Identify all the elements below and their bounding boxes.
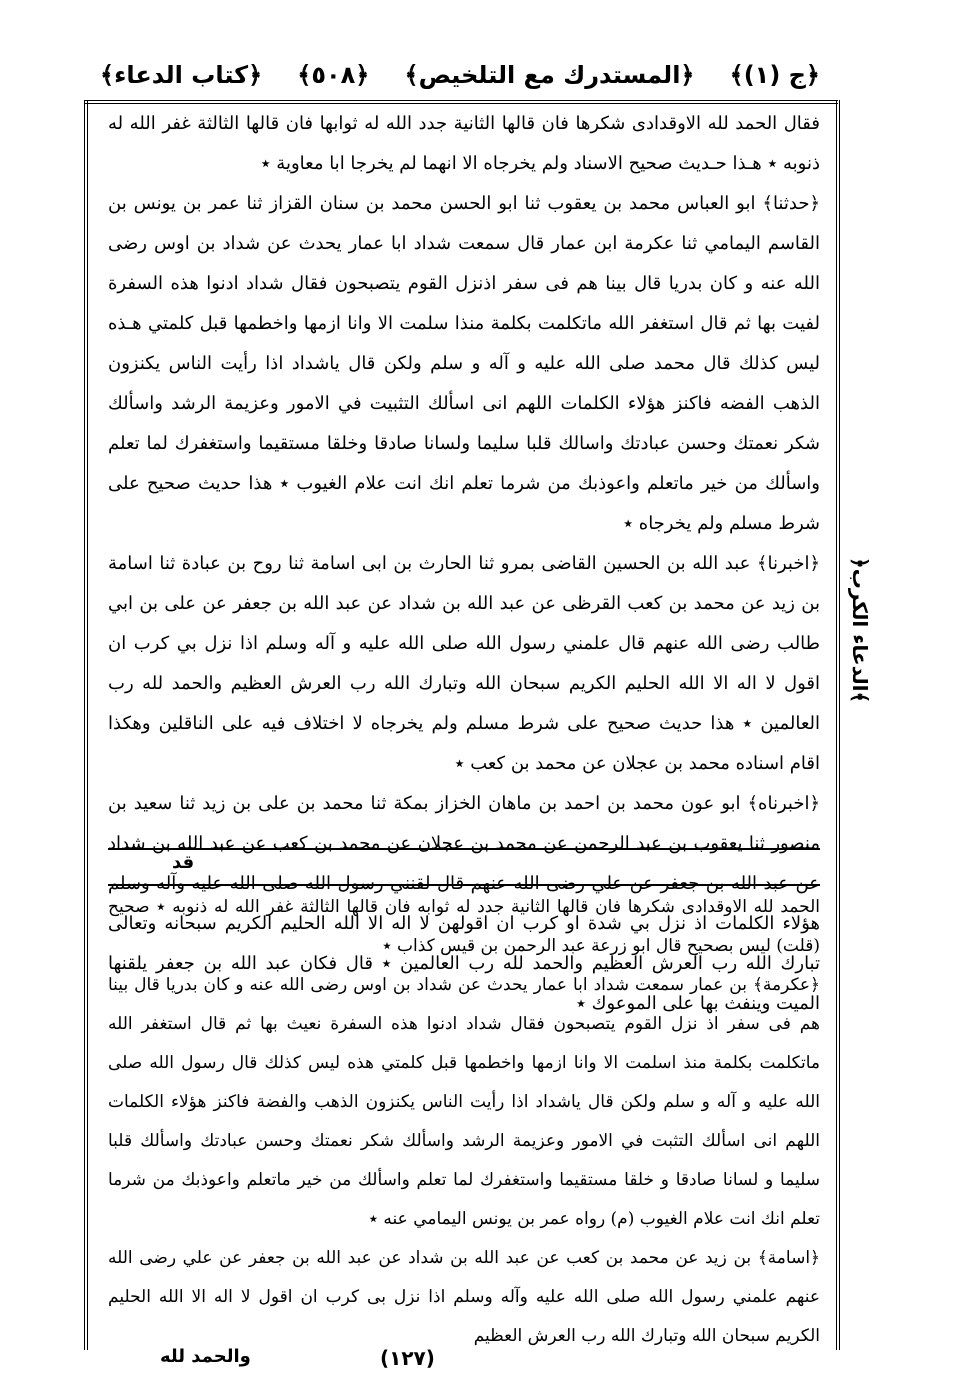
right-border-rule bbox=[836, 100, 840, 1350]
paragraph: فقال الحمد لله الاوقدادى شكرها فان قالها الثانية جدد الله له ثوابها فان قالها الثالثة غفر الله له ذنوبه ٭ هـذا حـديث صحيح الاسناد ولم يخرجاه الا انهما لم يخرجا ابا معاوية ٭ bbox=[108, 113, 820, 174]
page-number-header: ﴿٥٠٨﴾ bbox=[297, 61, 370, 89]
paragraph: ﴿اخبرنا﴾ عبد الله بن الحسين القاضى بمرو ثنا الحارث بن ابى اسامة ثنا روح بن عبادة ثنا اسامة بن زيد عن محمد بن كعب القرظى عن عبد الله بن شداد عن عبد الله بن جعفر عن على بن ابي طالب رضى الله عنهم قال علمني رسول الله صلى الله عليه و آله وسلم اذا نزل بي كرب ان اقول لا اله الا الله الحليم الكريم سبحان الله وتبارك الله رب العرش العظيم والحمد لله رب العالمين ٭ هذا حديث صحيح على شرط مسلم ولم يخرجاه لا اختلاف فيه على الناقلين وهكذا اقام اسناده محمد بن عجلان عن محمد بن كعب ٭ bbox=[108, 553, 820, 774]
paragraph: ﴿اخبرناه﴾ ابو عون محمد بن احمد بن ماهان الخزاز بمكة ثنا محمد بن على بن زيد ثنا سعيد بن منصور ثنا يعقوب بن عبد الرحمن عن محمد بن عجلان عن محمد بن كعب عن عبد الله بن شداد عن عبد الله بن جعفر عن علي رضى الله عنهم قال لقنني رسول الله صلى الله عليه وآله وسلم هؤلاء الكلمات اذ نزل بي شدة او كرب ان اقولهن لا اله الا الله الحليم الكريم سبحانه وتعالى تبارك الله رب العرش العظيم والحمد لله رب العالمين ٭ قال فكان عبد الله بن جعفر يلقنها الميت وينفث بها على الموعوك ٭ bbox=[108, 793, 820, 1014]
page-header bbox=[100, 52, 820, 98]
catchword-qad: قد bbox=[172, 852, 195, 873]
footer-catchword: والحمد لله bbox=[160, 1346, 251, 1367]
left-border-rule bbox=[84, 100, 88, 1350]
paragraph: الحمد لله الاوقدادى شكرها فان قالها الثانية جدد له ثوابه فان قالها الثالثة غفر الله له ذنوبه ٭ صحيح (قلت) ليس بصحيح قال ابو زرعة عبد الرحمن بن قيس كذاب ٭ bbox=[108, 897, 820, 956]
volume-label: ﴿ج (١)﴾ bbox=[729, 61, 820, 89]
chapter-title: ﴿كتاب الدعاء﴾ bbox=[100, 61, 263, 89]
paragraph: ﴿اسامة﴾ بن زيد عن محمد بن كعب عن عبد الله بن شداد عن عبد الله بن جعفر عن علي رضى الله عنهم علمني رسول الله صلى الله عليه وآله وسلم اذا نزل بى كرب ان اقول لا اله الا الله الحليم الكريم سبحان الله وتبارك الله رب العرش العظيم bbox=[108, 1248, 820, 1346]
paragraph: ﴿حدثنا﴾ ابو العباس محمد بن يعقوب ثنا ابو الحسن محمد بن سنان القزاز ثنا عمر بن يونس بن القاسم اليمامي ثنا عكرمة ابن عمار قال سمعت شداد ابا عمار يحدث عن شداد بن اوس رضى الله عنه و كان بدريا قال بينا هم فى سفر اذنزل القوم يتصبحون فقال شداد ادنوا هذه السفرة لفيت بها ثم قال استغفر الله ماتكلمت بكلمة منذا سلمت الا وانا ازمها واخطمها قبل كلمتي هـذه ليس كذلك قال محمد صلى الله عليه و آله و سلم ولكن قال ياشداد اذا رأيت الناس يكنزون الذهب الفضه فاكنز هؤلاء الكلمات اللهم انى اسألك التثبيت في الامور وعزيمة الرشد واسألك شكر نعمتك وحسن عبادتك واسالك قلبا سليما ولسانا صادقا وخلقا مستقيما واستغفرك لما تعلم واسألك من خير ماتعلم واعوذبك من شرما تعلم انك انت علام الغيوب ٭ هذا حديث صحيح على شرط مسلم ولم يخرجاه ٭ bbox=[108, 193, 820, 534]
book-title: ﴿المستدرك مع التلخيص﴾ bbox=[404, 61, 695, 89]
section-divider bbox=[108, 848, 820, 850]
footer-page-number: (١٢٧) bbox=[380, 1346, 435, 1370]
paragraph: ﴿عكرمة﴾ بن عمار سمعت شداد ابا عمار يحدث عن شداد بن اوس رضى الله عنه و كان بدريا قال بينا هم فى سفر اذ نزل القوم يتصبحون فقال شداد ادنوا هذه السفرة نعيث بها ثم قال استغفر الله ماتكلمت بكلمة منذ اسلمت الا وانا ازمها واخطمها قبل كلمتي هذه ليس كذلك قال رسول الله صلى الله عليه و آله و سلم ولكن قال ياشداد اذا رأيت الناس يكنزون الذهب والفضة فاكنز هؤلاء الكلمات اللهم انى اسألك التثبت في الامور وعزيمة الرشد واسألك شكر نعمتك وحسن عبادتك واسألك قلبا سليما و لسانا صادقا و خلقا مستقيما واستغفرك لما تعلم واسألك من خير ماتعلم واعوذبك من شرما تعلم انك انت علام الغيوب (م) رواه عمر بن يونس اليمامي عنه ٭ bbox=[108, 975, 820, 1229]
margin-section-title: ﴿الدعاء الكرب﴾ bbox=[848, 556, 872, 704]
summary-text bbox=[108, 888, 820, 1346]
section-divider-lower bbox=[108, 884, 820, 886]
